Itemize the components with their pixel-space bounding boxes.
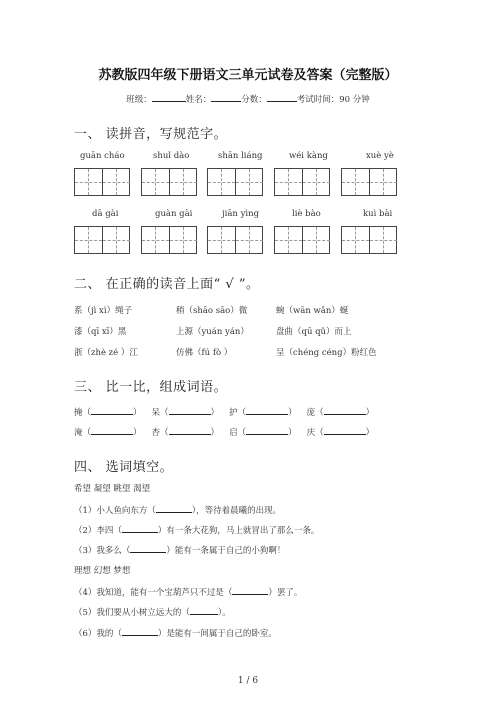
answer-blank[interactable] xyxy=(156,503,192,513)
section-3-heading: 三、 比一比，组成词语。 xyxy=(74,380,228,395)
name-blank[interactable] xyxy=(211,92,241,102)
writing-box[interactable] xyxy=(141,168,197,196)
pinyin-label: guān cháo xyxy=(80,151,125,161)
score-label: 分数： xyxy=(241,95,267,105)
class-label: 班级： xyxy=(126,95,152,105)
answer-blank[interactable] xyxy=(169,425,211,435)
section-1-heading: 一、 读拼音，写规范字。 xyxy=(74,127,228,142)
answer-blank[interactable] xyxy=(130,543,166,553)
pinyin-label: xuè yè xyxy=(366,151,394,161)
word-bank-2: 理想 幻想 梦想 xyxy=(74,566,131,576)
writing-box[interactable] xyxy=(341,226,397,254)
pinyin-label: liè bào xyxy=(292,209,321,219)
reading-item: 漆（qī xī）黑 xyxy=(74,327,127,337)
writing-box[interactable] xyxy=(74,226,130,254)
question-6: （6）我的（ ）是能有一间属于自己的卧室。 xyxy=(74,626,277,639)
class-blank[interactable] xyxy=(152,92,186,102)
answer-blank[interactable] xyxy=(232,585,268,595)
reading-item: 上源（yuán yán） xyxy=(176,327,249,337)
pinyin-label: shuǐ dào xyxy=(153,151,190,161)
answer-blank[interactable] xyxy=(324,405,366,415)
question-2: （2）李四（ ）有一条大花狗，马上就冒出了那么一条。 xyxy=(74,523,319,536)
answer-blank[interactable] xyxy=(246,405,288,415)
reading-item: 盘曲（qū qǔ）而上 xyxy=(276,327,352,337)
pinyin-label: dā gài xyxy=(92,209,119,219)
writing-box[interactable] xyxy=(207,168,263,196)
compare-row-1: 掩（ ） 呆（ ） 护（ ） 庞（ ） xyxy=(74,405,374,418)
answer-blank[interactable] xyxy=(169,405,211,415)
answer-blank[interactable] xyxy=(324,425,366,435)
question-4: （4）我知道，能有一个宝葫芦只不过是（ ）罢了。 xyxy=(74,585,302,598)
student-info-line xyxy=(0,92,496,105)
writing-box[interactable] xyxy=(341,168,397,196)
pinyin-label: shān liáng xyxy=(218,151,263,161)
reading-item: 呈（chéng céng）粉红色 xyxy=(276,348,377,358)
reading-item: 系（jì xì）绳子 xyxy=(74,306,133,316)
section-4-heading: 四、 选词填空。 xyxy=(74,460,174,475)
name-label: 姓名： xyxy=(185,95,212,105)
page-title: 苏教版四年级下册语文三单元试卷及答案（完整版） xyxy=(98,68,398,83)
answer-blank[interactable] xyxy=(246,425,288,435)
writing-box[interactable] xyxy=(141,226,197,254)
reading-item: 浙（zhè zé ）江 xyxy=(74,348,138,358)
score-blank[interactable] xyxy=(267,92,297,102)
writing-box[interactable] xyxy=(74,168,130,196)
exam-time: 考试时间：90 分钟 xyxy=(296,95,370,105)
reading-item: 蜿（wān wǎn）蜒 xyxy=(276,306,349,316)
section-2-heading: 二、 在正确的读音上面“ √ ”。 xyxy=(74,277,260,292)
reading-item: 稍（shāo sāo）微 xyxy=(176,306,248,316)
pinyin-label: kuì bài xyxy=(363,209,393,219)
answer-blank[interactable] xyxy=(91,425,133,435)
pinyin-label: wéi kàng xyxy=(289,151,328,161)
pinyin-label: guàn gài xyxy=(155,209,193,219)
answer-blank[interactable] xyxy=(122,523,158,533)
writing-box[interactable] xyxy=(207,226,263,254)
answer-blank[interactable] xyxy=(122,626,158,636)
question-3: （3）我多么（ ）能有一条属于自己的小狗啊！ xyxy=(74,543,285,556)
compare-row-2: 淹（ ） 杏（ ） 启（ ） 庆（ ） xyxy=(74,425,374,438)
question-1: （1）小人鱼向东方（ ），等待着晨曦的出现。 xyxy=(74,503,281,516)
question-5: （5）我们要从小树立远大的（ ）。 xyxy=(74,605,231,618)
word-bank-1: 希望 凝望 眺望 渴望 xyxy=(74,484,151,494)
reading-item: 仿佛（fú fò ） xyxy=(176,348,233,358)
writing-box[interactable] xyxy=(274,168,330,196)
answer-blank[interactable] xyxy=(91,405,133,415)
page-number: 1 / 6 xyxy=(237,676,259,686)
writing-box[interactable] xyxy=(274,226,330,254)
pinyin-label: jiān yìng xyxy=(222,209,260,219)
answer-blank[interactable] xyxy=(190,605,218,615)
